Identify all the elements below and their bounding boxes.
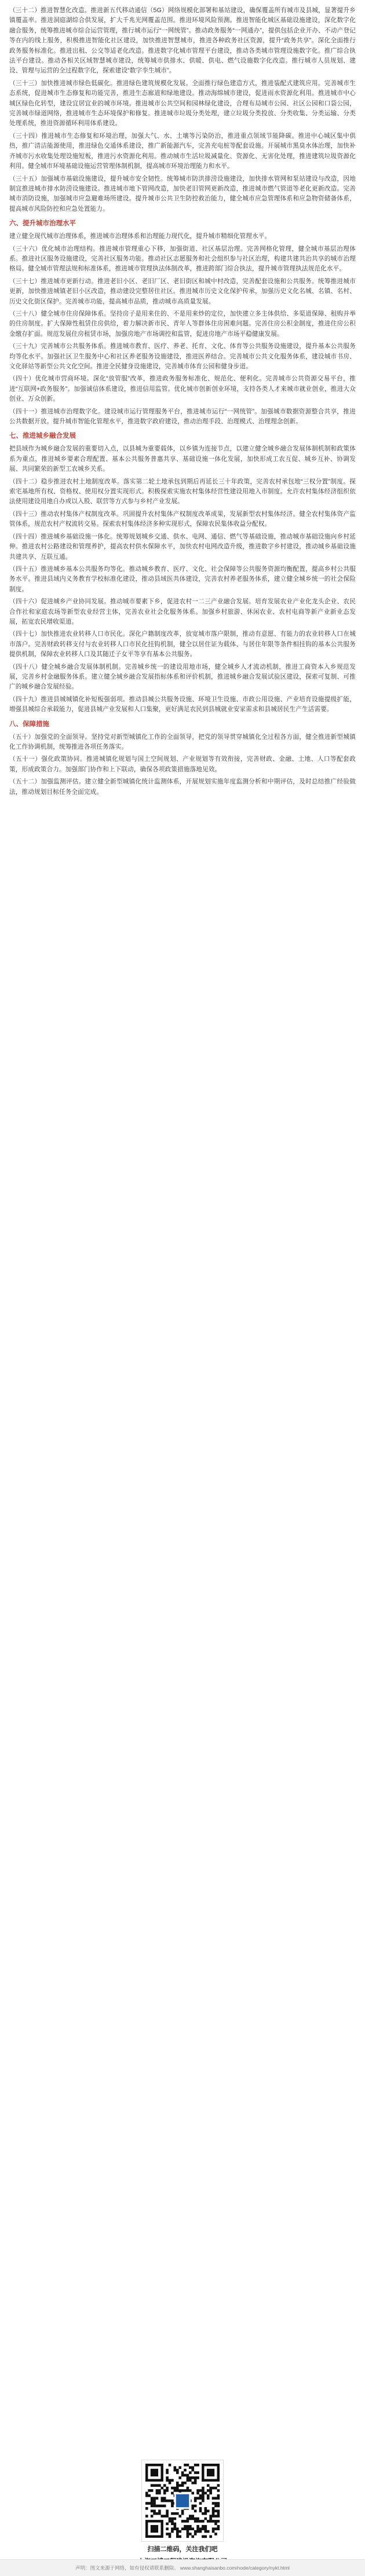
article-paragraph: （四十九）推进县城城镇化补短板强弱项。推动县城公共服务设施、环境卫生设施、市政公用设施、产业培育设施提级扩能，增强县城综合承载能力，促进县城产业发展和人口集聚，更好满足农民到县城就业安家需求和县城居民生产生活需要。 — [9, 695, 356, 713]
article-paragraph: （三十四）推进城市生态修复和环境治理，加强大气、水、土壤等污染防治，推进重点领域节能降碳。推进中心城区集中供热，推广清洁能源使用，推进绿色交通体系建设，推广新能源汽车，完善充电桩等配套设施。开展城市黑臭水体治理，加快补齐城市污水收集处理设施短板，推进污水资源化利用。推动城市生活垃圾减量化、资源化、无害化处理，推进建筑垃圾资源化利用。健全城市环境基础设施运营管理体制机制，提高城市环境治理能力和水平。 — [9, 132, 356, 170]
article-paragraph: 把县域作为城乡融合发展的重要切入点，以县城为重要载体，以乡镇为连接节点，以建立健全城乡融合发展体制机制和政策体系为重点，推进城乡要素合理配置、基本公共服务普惠共享、基础设施一体化发展，加快形成工农互促、城乡互补、协调发展、共同繁荣的新型工农城乡关系。 — [9, 445, 356, 473]
article-paragraph: （四十二）稳步推进农村土地制度改革。落实第二轮土地承包到期后再延长三十年政策，完善农村承包地“三权分置”制度。探索宅基地所有权、资格权、使用权分置实现形式。积极探索实施农村集体经营性建设用地入市制度。允许农村集体经济组织依法使用建设用地自办或以入股、联营等方式参与乡村产业发展。 — [9, 478, 356, 505]
article-paragraph: （四十四）推进城乡基础设施一体化。统筹规划城乡交通、供水、电网、通信、燃气等基础设施，推动城市基础设施向乡村延伸。推进农村公路建设和管理养护，提高农村供水保障水平，加快农村电网改造升级，推进数字乡村建设，推动城乡基础设施共建共享、互联互通。 — [9, 533, 356, 560]
article-paragraph: （四十七）加快推进农业转移人口市民化。深化户籍制度改革，放宽城市落户限制，推动有意愿、有能力的农业转移人口在城市落户。完善财政转移支付与农业转移人口市民化挂钩机制，健全以居住证为载体、与居住年限等条件相挂钩的基本公共服务提供机制，保障农业转移人口及其随迁子女平等享有基本公共服务。 — [9, 631, 356, 658]
footer-disclaimer: 声明：图文来源于网络，如有侵权请联系删除。 www.shanghaisanbo.com/node/category/nykt.html — [0, 2559, 365, 2576]
qr-caption-line1: 扫描二维码，关注我们吧 — [147, 2546, 218, 2553]
qr-section — [0, 2460, 365, 2566]
article-paragraph: （三十九）完善城市公共服务体系。推进城市教育、医疗、养老、托育、文化、体育等公共服务设施建设，提升基本公共服务均等化水平。加强社区卫生服务中心和社区养老服务设施建设，推进医养结合。完善城市公共文化服务体系，建设城市书房、文化驿站等新型公共文化空间。推进全民健身设施建设，完善城市体育公园和健身步道。 — [9, 343, 356, 370]
article-paragraph: （三十五）加强城市基础设施建设，提升城市安全韧性。统筹城市防洪排涝设施建设，加快排水管网和泵站建设与改造，因地制宜推进城市排水防涝设施建设。推进城市地下管网改造，加快老旧管网更新改造，推进城市燃气管道等老化更新改造。完善城市消防设施，加强城市应急避难场所建设。提升城市公共卫生防控救治能力，健全城市应急管理体系和应急物资储备体系，提高城市风险防控和应急处置能力。 — [9, 175, 356, 212]
article-paragraph: （五十二）加强监测评估。建立健全新型城镇化统计监测体系，开展规划实施年度监测分析和中期评估，及时总结推广经验做法，推动规划目标任务全面完成。 — [9, 778, 356, 796]
article-paragraph: （三十三）加快推进城市绿色低碳化。推进绿色建筑规模化发展。全面推行绿色建造方式，推进装配式建筑应用。完善城市生态系统，促进城市生态修复和功能完善，推进生态廊道和绿地建设。推动海绵城市建设，促进雨水资源化利用。推进城市中心城区绿色化转型，建设宜居宜业的城市环境。推进城市公共空间和园林绿化建设，合理布局城市公园、社区公园和口袋公园，完善城市绿道网络，推进城市生态环境保护和修复。推进城市垃圾分类处理，建立垃圾分类投放、分类收集、分类运输、分类处理系统，推进资源循环利用体系建设。 — [9, 79, 356, 127]
section-heading: 八、保障措施 — [9, 720, 49, 728]
section-heading: 七、推进城乡融合发展 — [9, 433, 76, 440]
article-paragraph: （四十六）促进城乡产业协同发展。推动城市要素下乡，促进农村一二三产业融合发展。培育发展农业产业化龙头企业、农民合作社和家庭农场等新型农业经营主体，完善农业社会化服务体系。加强乡村旅游、休闲农业、农村电商等新产业新业态发展，拓宽农民增收渠道。 — [9, 598, 356, 625]
article-paragraph: （四十五）推进城乡基本公共服务均等化。推动城乡教育、医疗、文化、社会保障等公共服务资源均衡配置，提高乡村公共服务水平。推进县域内义务教育学校标准化建设，推动县域医共体建设，完善农村养老服务体系，建立健全城乡统一的社会保险制度。 — [9, 565, 356, 593]
article-paragraph: （三十二）推进智慧化改造。推进新五代移动通信（5G）网络规模化部署和基站建设，确保覆盖所有城市及县城，显著提升乡镇覆盖率。推进洞庭湖综合供发展，扩大千兆光网覆盖范围。推进环境风险预测。推进智能化城区基础设施建设，深化数字化融合服务，统筹推进城市综合运营管理，推行城市运行“一网统管”。推动政务服务“一网通办”，提供包括企业开办、不动产登记等在内的线上服务，积极推进智能化社区建设，加快推进智慧城市，推进各种政务社区资源，提升“政务共享”。深化全面推行政务服务标准化。推进出租、公交等适老化改造。推进数字化城市管理平台建设，推动各类城市管理设施数字化。推广综合执法平台建设。推动各相关区域智慧城市建设，统筹城市供排水、供暖、供电、燃气设施数字化改造。推行城市人员规划、建设、管理与运营的全过程数字化，探索建设“数字孪生城市”。 — [9, 7, 356, 75]
article-paragraph: （五十一）强化政策协同。推进城镇化规划与国土空间规划、产业规划等有效衔接，完善财政、金融、土地、人口等配套政策，形成政策合力。加强部门协作和上下联动，确保各项政策措施落地见效。 — [9, 756, 356, 773]
qr-code-icon — [142, 2460, 223, 2541]
section-heading: 六、提升城市治理水平 — [9, 220, 76, 228]
article-paragraph: （五十）加强党的全面领导。坚持党对新型城镇化工作的全面领导，把党的领导贯穿城镇化全过程各方面，健全推进新型城镇化工作协调机制，统筹推进各项任务落实。 — [9, 733, 356, 750]
article-paragraph: 建立健全现代城市治理体系，推进城市治理体系和治理能力现代化，提升城市精细化管理水平。 — [9, 233, 271, 240]
article-body — [9, 6, 356, 797]
article-paragraph: （三十八）健全城市住房保障体系。坚持房子是用来住的、不是用来炒的定位，加快建立多主体供给、多渠道保障、租购并举的住房制度。扩大保障性租赁住房供给，着力解决新市民、青年人等群体住房困难问题。完善住房公积金制度，推进住房公积金缴存扩面。规范发展住房租赁市场，加强房地产市场调控和监管，促进房地产市场平稳健康发展。 — [9, 310, 356, 338]
qr-code-image — [141, 2460, 224, 2542]
article-paragraph: （四十三）推动农村集体产权制度改革。巩固提升农村集体产权制度改革成果，发展新型农村集体经济。健全农村集体资产监管体系，规范农村产权流转交易。探索农村集体经济多种实现形式，保障农民集体收益分配权。 — [9, 510, 356, 528]
article-paragraph: （三十六）优化城市治理结构。推进城市管理重心下移，加强街道、社区基层治理。完善网格化管理，健全城市基层治理体系。推进社区服务设施建设，完善社区服务功能。推动社区志愿服务和社会组织参与社区治理，构建共建共治共享的城市治理格局。健全城市管理法规和标准体系，推进城市管理执法体制改革，推进跨部门综合执法，提升城市管理执法规范化水平。 — [9, 245, 356, 273]
article-paragraph: （四十）优化城市营商环境。深化“放管服”改革，推进政务服务标准化、规范化、便利化。完善城市公共资源交易平台，推进“互联网+政务服务”。加强诚信体系建设，推进信用监管。优化城市创新创业环境，支持各类人才来城市就业创业，推进大众创业、万众创新。 — [9, 375, 356, 403]
article-paragraph: （四十八）健全城乡融合发展体制机制。完善城乡统一的建设用地市场，健全城乡人才流动机制，推进工商资本入乡规范发展，完善乡村金融服务体系。建立健全城乡融合发展指标体系和评价机制，推进城乡融合发展试验区建设，探索可复制、可推广的城乡融合发展经验。 — [9, 663, 356, 691]
article-paragraph: （三十七）推进城市更新行动。推进老旧小区、老旧厂区、老旧街区和城中村改造，完善配套设施和公共服务。统筹推进城市更新，加快推进城镇老旧小区改造，推动建设完整居住社区。推进城市历史文化保护传承，加强历史文化名城、名镇、名村、历史文化街区保护。完善城市功能，提高城市品质，推动城市高质量发展。 — [9, 277, 356, 305]
article-paragraph: （四十一）推进城市治理数字化。建设城市运行管理服务平台，推进城市运行“一网统管”。加强城市数据资源整合共享，推进公共数据开放。提升城市智能化管理水平，推进数字政府建设，推动治理手段、治理模式、治理理念创新。 — [9, 408, 356, 426]
